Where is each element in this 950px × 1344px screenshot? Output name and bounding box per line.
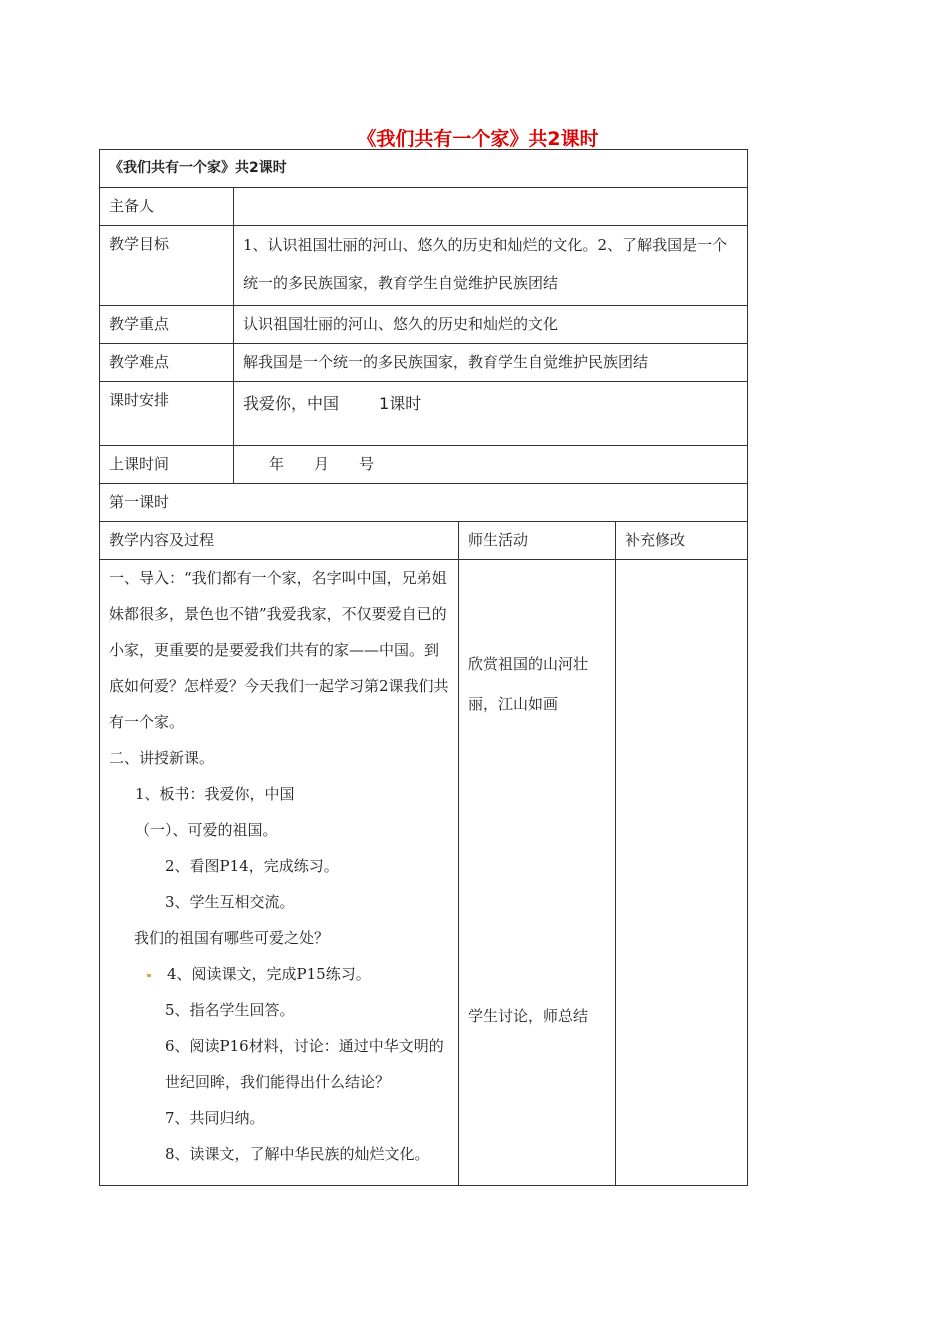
lesson-plan-table [99, 149, 748, 1186]
process-intro: 一、导入：“我们都有一个家，名字叫中国，兄弟姐妹都很多，景色也不错”我爱我家，不仅要爱自已的小家，更重要的是要爱我们共有的家——中国。到底如何爱？怎样爱？今天我们一起学习第2课我们共有一个家。 [109, 569, 449, 731]
activities-cell [459, 560, 616, 1186]
month-label: 月 [314, 455, 330, 473]
process-item: 4、阅读课文，完成P15练习。 [167, 965, 371, 983]
section-title: 第一课时 [100, 484, 748, 522]
process-item: 7、共同归纳。 [165, 1109, 265, 1127]
label-class-time: 上课时间 [100, 446, 234, 484]
label-difficulties: 教学难点 [100, 344, 234, 382]
process-item: 8、读课文，了解中华民族的灿烂文化。 [165, 1145, 430, 1163]
value-preparer [234, 188, 748, 226]
column-header-process: 教学内容及过程 [100, 522, 459, 560]
value-class-time [234, 446, 748, 484]
activity-item: 欣赏祖国的山河壮丽，江山如画 [468, 655, 589, 713]
process-cell [100, 560, 459, 1186]
process-item: 5、指名学生回答。 [165, 1001, 295, 1019]
schedule-topic: 我爱你，中国 [243, 394, 340, 413]
schedule-periods: 1课时 [379, 394, 422, 413]
value-schedule [234, 382, 748, 446]
revisions-cell [616, 560, 748, 1186]
label-goals: 教学目标 [100, 226, 234, 306]
day-label: 号 [359, 455, 375, 473]
value-key-points: 认识祖国壮丽的河山、悠久的历史和灿烂的文化 [234, 306, 748, 344]
label-key-points: 教学重点 [100, 306, 234, 344]
value-difficulties: 解我国是一个统一的多民族国家，教育学生自觉维护民族团结 [234, 344, 748, 382]
process-item: （一）、可爱的祖国。 [135, 821, 278, 839]
process-item: 6、阅读P16材料，讨论：通过中华文明的世纪回眸，我们能得出什么结论？ [165, 1037, 444, 1091]
document-title: 《我们共有一个家》共2课时 [357, 128, 599, 150]
process-item: 1、板书：我爱你，中国 [135, 785, 295, 803]
process-item: 3、学生互相交流。 [165, 893, 295, 911]
process-item: 二、讲授新课。 [109, 749, 215, 767]
stray-mark [147, 974, 151, 977]
column-header-activities: 师生活动 [459, 522, 616, 560]
process-item-row [109, 956, 450, 992]
label-schedule: 课时安排 [100, 382, 234, 446]
table-header: 《我们共有一个家》共2课时 [100, 150, 748, 188]
value-goals: 1、认识祖国壮丽的河山、悠久的历史和灿烂的文化。2、了解我国是一个统一的多民族国家，教育学生自觉维护民族团结 [234, 226, 748, 306]
column-header-revisions: 补充修改 [616, 522, 748, 560]
activity-item: 学生讨论，师总结 [468, 1007, 589, 1025]
process-item: 2、看图P14，完成练习。 [165, 857, 339, 875]
process-item: 我们的祖国有哪些可爱之处？ [134, 929, 330, 947]
year-label: 年 [269, 455, 285, 473]
label-preparer: 主备人 [100, 188, 234, 226]
